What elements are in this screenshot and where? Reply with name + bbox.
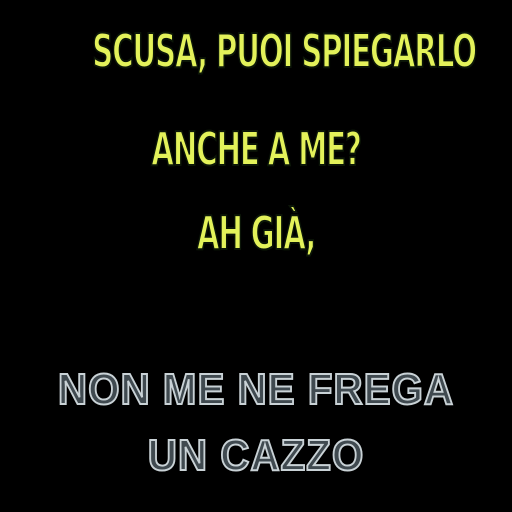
- punchline-line-2: UN CAZZO: [147, 431, 365, 480]
- caption-line-1: SCUSA, PUOI SPIEGARLO: [92, 24, 476, 78]
- punchline-line-1: NON ME NE FREGA: [57, 365, 455, 414]
- caption-line-3: AH GIÀ,: [196, 206, 316, 260]
- caption-line-2: ANCHE A ME?: [151, 122, 361, 176]
